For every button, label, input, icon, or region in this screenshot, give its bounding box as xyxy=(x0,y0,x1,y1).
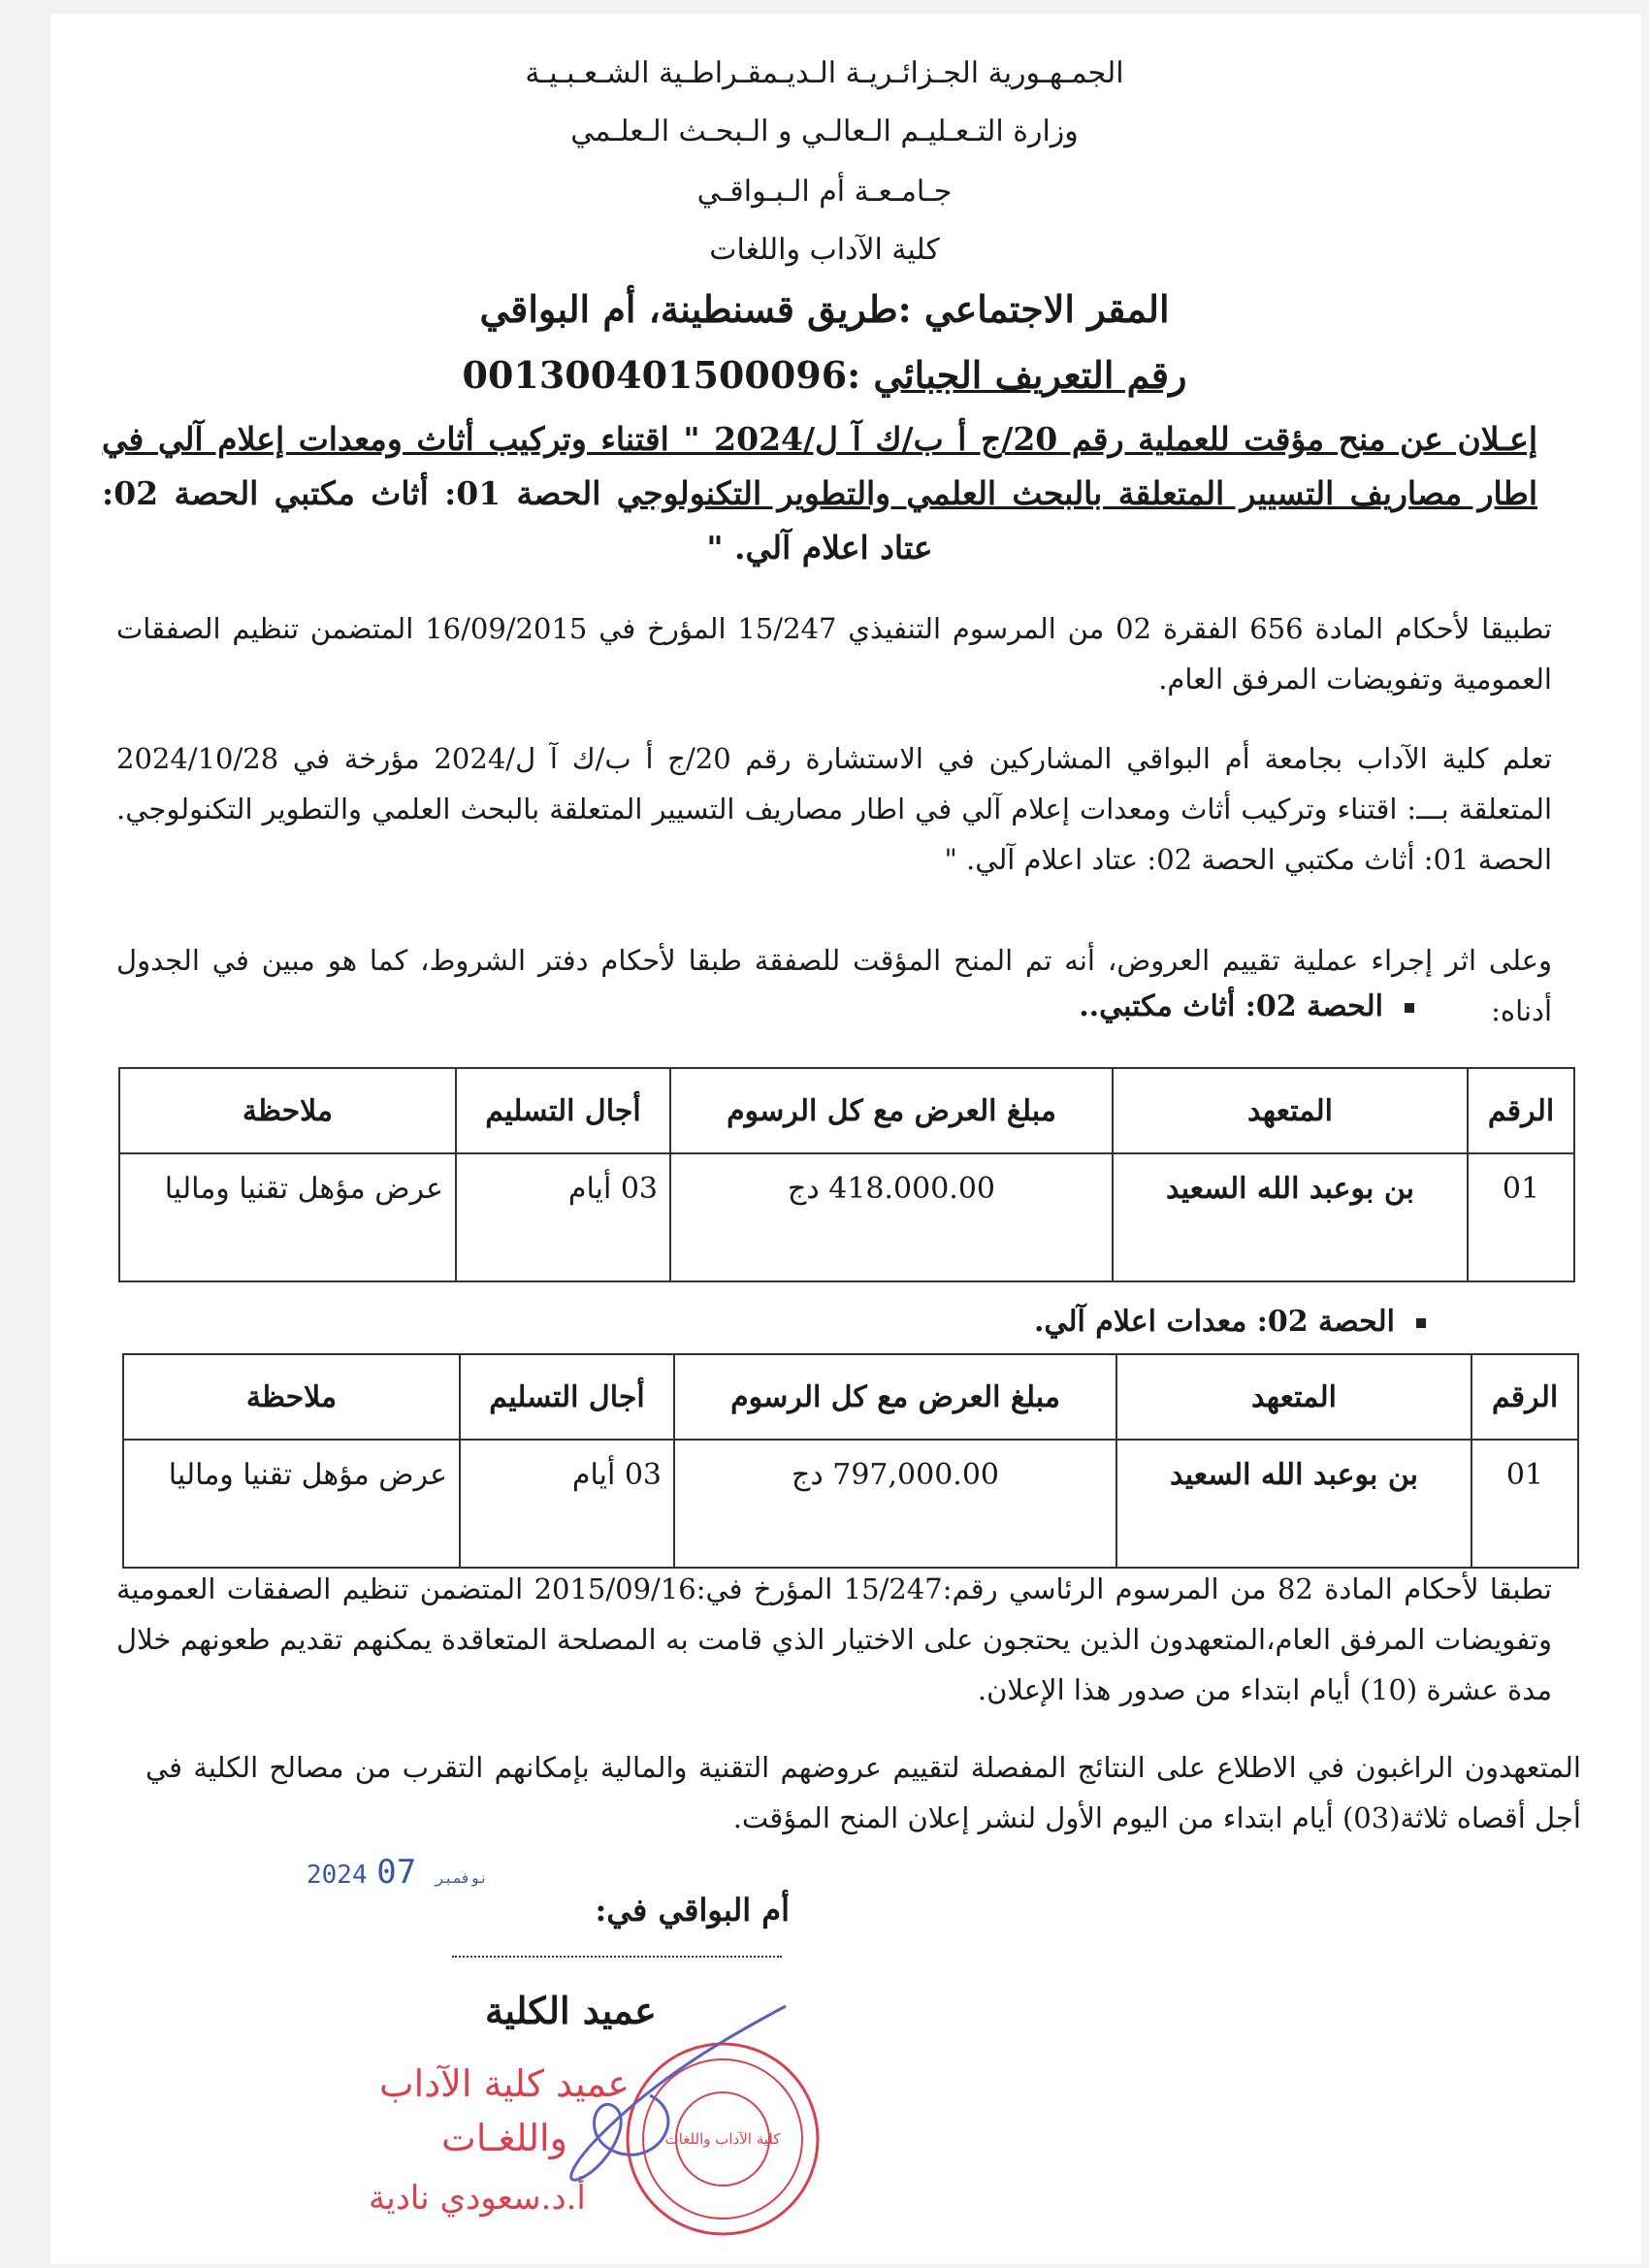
cell-num: 01 xyxy=(1468,1153,1574,1281)
header-num: الرقم xyxy=(1468,1068,1574,1153)
cell-delay: 03 أيام xyxy=(460,1440,674,1568)
results-table-lot-1 xyxy=(118,1067,1575,1282)
table-header-row xyxy=(123,1354,1578,1440)
header-bidder: المتعهد xyxy=(1113,1068,1468,1153)
cell-delay: 03 أيام xyxy=(456,1153,670,1281)
faculty-heading: كلية الآداب واللغات xyxy=(709,233,940,267)
title-underlined: إعـلان عن منح مؤقت للعملية رقم 20/ج أ ب/ك آ ل/2024 " اقتناء وتركيب أثاث ومعدات إعلام آلي في اطار مصاريف التسيير المتعلقة بالبحث العلمي والتطوير التكنولوجي xyxy=(102,420,1538,512)
header-amount: مبلغ العرض مع كل الرسوم xyxy=(674,1354,1116,1440)
dean-stamp-line-2: واللغـات xyxy=(441,2117,567,2159)
tax-id-label: رقم التعريف الجبائي xyxy=(873,353,1187,397)
cell-bidder: بن بوعبد الله السعيد xyxy=(1116,1440,1471,1568)
results-table-lot-2 xyxy=(122,1353,1579,1569)
dean-name: أ.د.سعودي نادية xyxy=(369,2179,586,2218)
header-amount: مبلغ العرض مع كل الرسوم xyxy=(670,1068,1113,1153)
ministry-heading: وزارة التـعـليـم الـعالـي و الـبحـث الـعلـمي xyxy=(570,114,1079,148)
date-stamp xyxy=(307,1853,498,1892)
seal-text: كلية الآداب واللغات xyxy=(664,2130,781,2148)
handwritten-signature xyxy=(543,1998,795,2202)
date-stamp-day: 07 xyxy=(376,1853,417,1892)
university-heading: جـامـعـة أم الـبـواقـي xyxy=(696,175,953,209)
header-note: ملاحظة xyxy=(119,1068,456,1153)
tax-id-value: :001300401500096 xyxy=(462,353,861,397)
header-note: ملاحظة xyxy=(123,1354,460,1440)
results-access-paragraph: المتعهدون الراغبون في الاطلاع على النتائج المفصلة لتقييم عروضهم التقنية والمالية بإمكانهم التقرب من مصالح الكلية في أجل أقصاه ثلاثة(03) أيام ابتداء من اليوم الأول لنشر إعلان المنح المؤقت. xyxy=(146,1751,1581,1834)
lot-title: الحصة 02: أثاث مكتبي.. xyxy=(1079,989,1414,1023)
address-heading: المقر الاجتماعي :طريق قسنطينة، أم البواقي xyxy=(479,287,1170,331)
republic-heading: الجمـهـورية الجـزائـريـة الـديـمقـراطـية الشـعـبـيـة xyxy=(525,56,1124,90)
table-row xyxy=(119,1153,1574,1281)
dean-title: عميد الكلية xyxy=(485,1989,657,2032)
tax-id-line xyxy=(0,353,1649,397)
header-delay: أجال التسليم xyxy=(460,1354,674,1440)
announcement-title xyxy=(102,412,1537,575)
bullet-icon xyxy=(1405,1003,1414,1013)
date-stamp-month: نوفمبر xyxy=(435,1869,489,1887)
dean-stamp-line-1: عميد كلية الآداب xyxy=(378,2062,630,2105)
appeal-paragraph: تطبقا لأحكام المادة 82 من المرسوم الرئاسي رقم:15/247 المؤرخ في:2015/09/16 المتضمن تنظيم الصفقات العمومية وتفويضات المرفق العام،المتعهدون الذين يحتجون على الاختيار الذي قامت به المصلحة المتعاقدة يمكنهم تقديم طعونهم خلال مدة عشرة (10) أيام ابتداء من صدور هذا الإعلان. xyxy=(116,1572,1552,1706)
header-num: الرقم xyxy=(1471,1354,1578,1440)
table-row xyxy=(123,1440,1578,1568)
evaluation-paragraph: وعلى اثر إجراء عملية تقييم العروض، أنه تم المنح المؤقت للصفقة طبقا لأحكام دفتر الشروط، كما هو مبين في الجدول أدناه: xyxy=(116,944,1552,1027)
lot-title: الحصة 02: معدات اعلام آلي. xyxy=(1034,1305,1426,1339)
cell-num: 01 xyxy=(1471,1440,1578,1568)
cell-note: عرض مؤهل تقنيا وماليا xyxy=(123,1440,460,1568)
title-rest: الحصة 01: أثاث مكتبي الحصة 02: عتاد اعلام آلي. " xyxy=(102,474,933,567)
place-date-line xyxy=(305,1892,790,1965)
header-delay: أجال التسليم xyxy=(456,1068,670,1153)
table-header-row xyxy=(119,1068,1574,1153)
date-dotted-line xyxy=(452,1956,782,1958)
bullet-icon xyxy=(1416,1318,1426,1328)
legal-basis-paragraph: تطبيقا لأحكام المادة 656 الفقرة 02 من المرسوم التنفيذي 15/247 المؤرخ في 16/09/2015 المتضمن تنظيم الصفقات العمومية وتفويضات المرفق العام. xyxy=(116,612,1552,696)
date-stamp-year: 2024 xyxy=(307,1861,368,1890)
notification-paragraph: تعلم كلية الآداب بجامعة أم البواقي المشاركين في الاستشارة رقم 20/ج أ ب/ك آ ل/2024 مؤرخة في 2024/10/28 المتعلقة بـــ: اقتناء وتركيب أثاث ومعدات إعلام آلي في اطار مصاريف التسيير المتعلقة بالبحث العلمي والتطوير التكنولوجي. الحصة 01: أثاث مكتبي الحصة 02: عتاد اعلام آلي. " xyxy=(116,742,1553,876)
place-label: أم البواقي في: xyxy=(595,1892,790,1928)
cell-note: عرض مؤهل تقنيا وماليا xyxy=(119,1153,456,1281)
cell-amount: 418.000.00 دج xyxy=(670,1153,1113,1281)
cell-bidder: بن بوعبد الله السعيد xyxy=(1113,1153,1468,1281)
header-bidder: المتعهد xyxy=(1116,1354,1471,1440)
cell-amount: 797,000.00 دج xyxy=(674,1440,1116,1568)
